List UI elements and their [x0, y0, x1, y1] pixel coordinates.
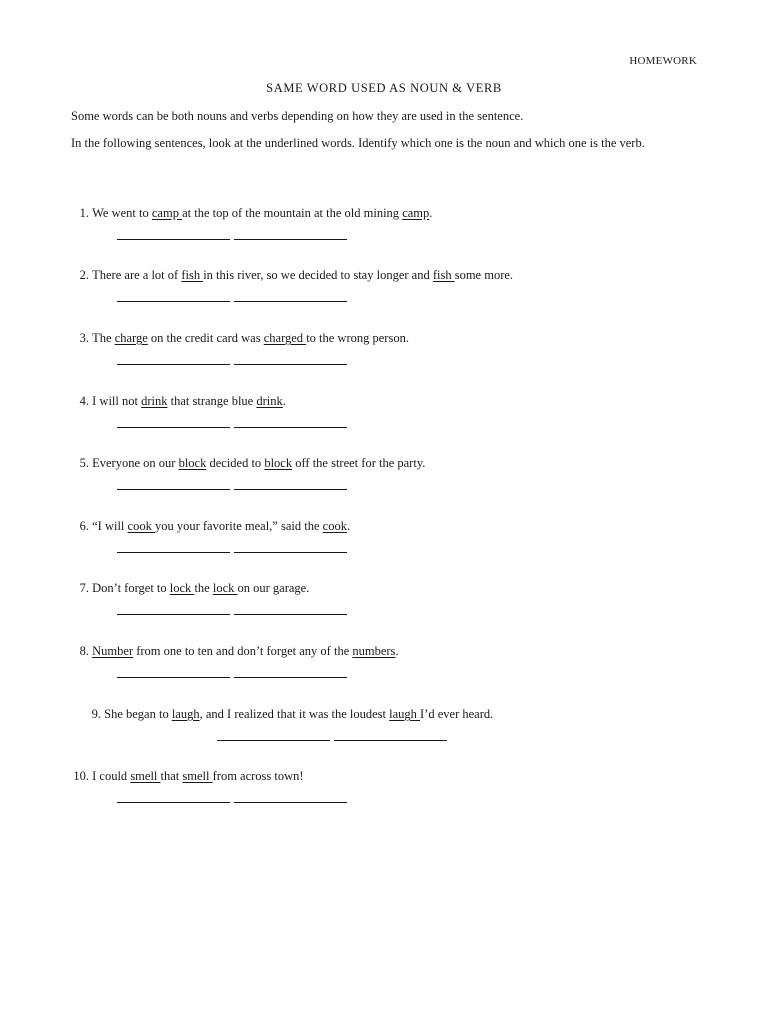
- question-item: [74, 644, 399, 659]
- sentence-text: There are a lot of: [92, 268, 182, 282]
- sentence-text: “I will: [92, 519, 128, 533]
- answer-blank-1[interactable]: [117, 239, 230, 240]
- question-number: 7.: [79, 581, 89, 595]
- underlined-word: block: [178, 456, 207, 470]
- intro-paragraph-1: Some words can be both nouns and verbs depending on how they are used in the sentence.: [71, 109, 524, 123]
- question-number: 5.: [79, 456, 89, 470]
- question-number: 3.: [79, 331, 89, 345]
- underlined-word: cook: [127, 519, 155, 533]
- sentence-text: We went to: [92, 206, 152, 220]
- sentence-text: decided to: [206, 456, 265, 470]
- underlined-word: smell: [182, 769, 213, 783]
- question-item: [74, 519, 350, 534]
- underlined-word: drink: [141, 394, 168, 408]
- answer-blank-2[interactable]: [234, 301, 347, 302]
- underlined-word: smell: [130, 769, 161, 783]
- underlined-word: charged: [263, 331, 307, 345]
- answer-blank-1[interactable]: [117, 301, 230, 302]
- sentence-text: that strange blue: [167, 394, 257, 408]
- sentence-text: .: [282, 394, 286, 408]
- sentence-text: off the street for the party.: [292, 456, 426, 470]
- answer-blank-1[interactable]: [117, 552, 230, 553]
- sentence-text: in this river, so we decided to stay longer and: [203, 268, 433, 282]
- sentence-text: at the top of the mountain at the old mining: [182, 206, 403, 220]
- sentence-text: I’d ever heard.: [420, 707, 494, 721]
- sentence-text: from one to ten and don’t forget any of the: [133, 644, 353, 658]
- sentence-text: .: [429, 206, 433, 220]
- sentence-text: , and I realized that it was the loudest: [199, 707, 390, 721]
- answer-blank-2[interactable]: [234, 239, 347, 240]
- underlined-word: numbers: [352, 644, 396, 658]
- sentence-text: to the wrong person.: [306, 331, 409, 345]
- question-item: [74, 331, 409, 346]
- homework-label: HOMEWORK: [629, 55, 697, 67]
- sentence-text: She began to: [104, 707, 172, 721]
- question-number: 1.: [79, 206, 89, 220]
- sentence-text: from across town!: [212, 769, 304, 783]
- question-item: [74, 581, 309, 596]
- sentence-text: The: [92, 331, 115, 345]
- answer-blank-1[interactable]: [117, 364, 230, 365]
- underlined-word: lock: [212, 581, 238, 595]
- sentence-text: the: [194, 581, 213, 595]
- question-item: [86, 707, 493, 722]
- sentence-text: you your favorite meal,” said the: [154, 519, 323, 533]
- question-number: 8.: [79, 644, 89, 658]
- underlined-word: cook: [322, 519, 347, 533]
- underlined-word: drink: [256, 394, 283, 408]
- intro-paragraph-2: In the following sentences, look at the underlined words. Identify which one is the noun and which one is the verb.: [71, 136, 645, 150]
- answer-blank-1[interactable]: [117, 614, 230, 615]
- underlined-word: fish: [432, 268, 455, 282]
- sentence-text: I will not: [92, 394, 142, 408]
- page-title: SAME WORD USED AS NOUN & VERB: [266, 81, 502, 95]
- question-number: 9.: [91, 707, 101, 721]
- question-item: [74, 456, 425, 471]
- answer-blank-2[interactable]: [234, 552, 347, 553]
- question-item: [69, 769, 304, 784]
- question-item: [74, 206, 432, 221]
- question-number: 2.: [79, 268, 89, 282]
- sentence-text: on the credit card was: [147, 331, 264, 345]
- answer-blank-2[interactable]: [234, 427, 347, 428]
- sentence-text: .: [346, 519, 351, 533]
- underlined-word: block: [264, 456, 293, 470]
- answer-blank-1[interactable]: [117, 677, 230, 678]
- sentence-text: on our garage.: [237, 581, 310, 595]
- sentence-text: Don’t forget to: [92, 581, 170, 595]
- answer-blank-2[interactable]: [334, 740, 447, 741]
- underlined-word: lock: [169, 581, 195, 595]
- underlined-word: camp: [402, 206, 430, 220]
- question-number: 4.: [79, 394, 89, 408]
- answer-blank-2[interactable]: [234, 614, 347, 615]
- answer-blank-1[interactable]: [217, 740, 330, 741]
- sentence-text: I could: [92, 769, 131, 783]
- underlined-word: camp: [151, 206, 183, 220]
- underlined-word: laugh: [171, 707, 200, 721]
- answer-blank-1[interactable]: [117, 802, 230, 803]
- underlined-word: charge: [114, 331, 148, 345]
- sentence-text: Everyone on our: [92, 456, 179, 470]
- underlined-word: Number: [92, 644, 134, 658]
- question-number: 10.: [73, 769, 89, 783]
- sentence-text: some more.: [454, 268, 514, 282]
- answer-blank-1[interactable]: [117, 427, 230, 428]
- underlined-word: laugh: [389, 707, 421, 721]
- answer-blank-2[interactable]: [234, 364, 347, 365]
- question-item: [74, 268, 513, 283]
- sentence-text: .: [395, 644, 399, 658]
- answer-blank-2[interactable]: [234, 802, 347, 803]
- underlined-word: fish: [181, 268, 204, 282]
- answer-blank-2[interactable]: [234, 489, 347, 490]
- question-item: [74, 394, 286, 409]
- answer-blank-1[interactable]: [117, 489, 230, 490]
- question-number: 6.: [79, 519, 89, 533]
- sentence-text: that: [160, 769, 183, 783]
- answer-blank-2[interactable]: [234, 677, 347, 678]
